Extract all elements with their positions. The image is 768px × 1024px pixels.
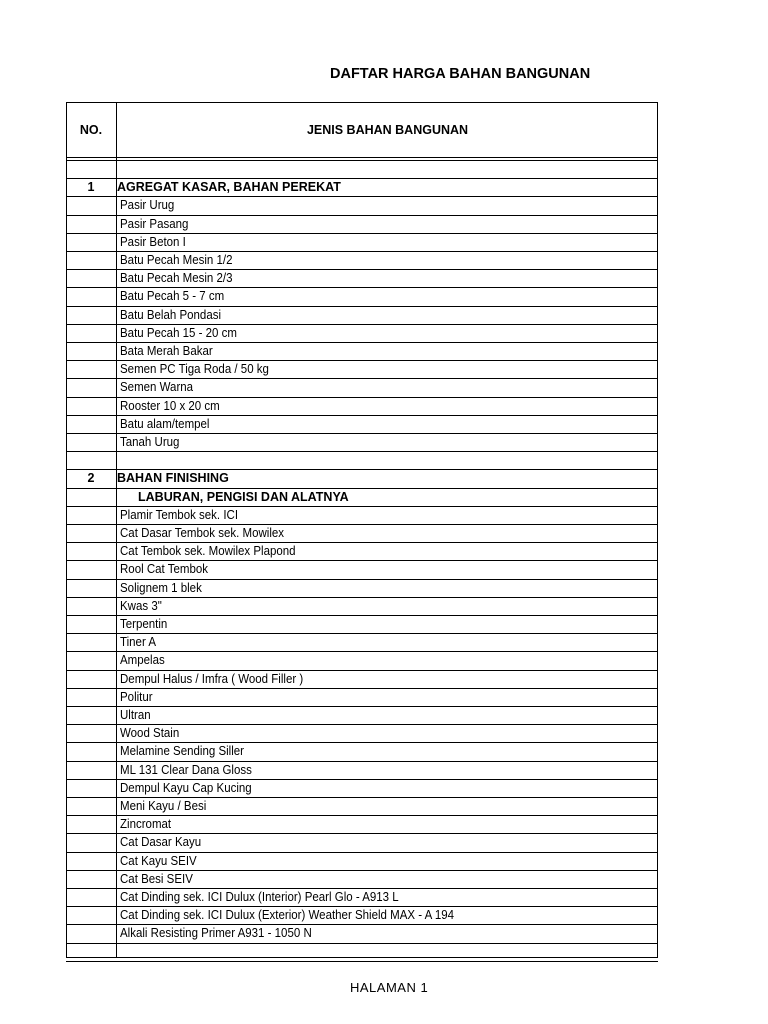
table-row bbox=[66, 397, 658, 415]
subcategory-row bbox=[66, 488, 658, 506]
material-name: Semen Warna bbox=[120, 380, 194, 395]
material-name: Dempul Kayu Cap Kucing bbox=[120, 780, 252, 795]
material-name: Politur bbox=[120, 689, 153, 704]
material-name: Pasir Urug bbox=[120, 198, 175, 213]
category-label: AGREGAT KASAR, BAHAN PEREKAT bbox=[117, 180, 341, 195]
material-name: Kwas 3" bbox=[120, 598, 162, 613]
table-row bbox=[66, 378, 658, 396]
table-row bbox=[66, 433, 658, 451]
price-table bbox=[66, 102, 658, 958]
material-name: Rooster 10 x 20 cm bbox=[120, 398, 220, 413]
material-name: Batu Pecah 15 - 20 cm bbox=[120, 325, 237, 340]
material-name: Cat Tembok sek. Mowilex Plapond bbox=[120, 544, 296, 559]
material-name: Batu alam/tempel bbox=[120, 416, 210, 431]
material-name: Cat Dasar Kayu bbox=[120, 835, 202, 850]
header-jenis: JENIS BAHAN BANGUNAN bbox=[306, 122, 469, 137]
table-row bbox=[66, 233, 658, 251]
document-title: DAFTAR HARGA BAHAN BANGUNAN bbox=[330, 66, 591, 82]
material-name: ML 131 Clear Dana Gloss bbox=[120, 762, 252, 777]
material-name: Ultran bbox=[120, 708, 151, 722]
table-row bbox=[66, 506, 658, 524]
table-row bbox=[66, 542, 658, 560]
category-row bbox=[66, 469, 658, 487]
table-row bbox=[66, 615, 658, 633]
material-name: Wood Stain bbox=[120, 726, 180, 741]
material-name: Meni Kayu / Besi bbox=[120, 799, 207, 813]
material-name: Solignem 1 blek bbox=[120, 580, 202, 595]
header-rule-1 bbox=[66, 157, 658, 158]
material-name: Bata Merah Bakar bbox=[120, 344, 213, 358]
table-row bbox=[66, 852, 658, 870]
material-name: Batu Pecah 5 - 7 cm bbox=[120, 289, 225, 304]
category-label: BAHAN FINISHING bbox=[117, 471, 229, 486]
table-row bbox=[66, 870, 658, 888]
table-row bbox=[66, 833, 658, 851]
table-row bbox=[66, 815, 658, 833]
table-row bbox=[66, 579, 658, 597]
blank-row bbox=[66, 160, 658, 178]
material-name: Batu Pecah Mesin 2/3 bbox=[120, 271, 233, 286]
material-name: Zincromat bbox=[120, 817, 172, 832]
material-name: Ampelas bbox=[120, 653, 165, 668]
table-row bbox=[66, 670, 658, 688]
category-row bbox=[66, 178, 658, 196]
table-row bbox=[66, 251, 658, 269]
material-name: Batu Pecah Mesin 1/2 bbox=[120, 253, 233, 267]
table-row bbox=[66, 888, 658, 906]
table-row bbox=[66, 560, 658, 578]
table-row bbox=[66, 524, 658, 542]
material-name: Cat Dinding sek. ICI Dulux (Exterior) Weather Shield MAX - A 194 bbox=[120, 908, 455, 923]
table-row bbox=[66, 215, 658, 233]
material-name: Pasir Pasang bbox=[120, 216, 189, 231]
table-row bbox=[66, 742, 658, 760]
table-row bbox=[66, 779, 658, 797]
material-name: Dempul Halus / Imfra ( Wood Filler ) bbox=[120, 671, 304, 686]
material-name: Plamir Tembok sek. ICI bbox=[120, 507, 239, 522]
material-name: Semen PC Tiga Roda / 50 kg bbox=[120, 362, 269, 377]
material-name: Melamine Sending Siller bbox=[120, 744, 245, 759]
page-footer: HALAMAN 1 bbox=[350, 980, 429, 995]
table-row bbox=[66, 651, 658, 669]
table-row bbox=[66, 906, 658, 924]
material-name: Tanah Urug bbox=[120, 435, 180, 449]
table-row bbox=[66, 415, 658, 433]
material-name: Cat Besi SEIV bbox=[120, 871, 193, 886]
material-name: Batu Belah Pondasi bbox=[120, 307, 222, 322]
table-row bbox=[66, 924, 658, 942]
subcategory-label: LABURAN, PENGISI DAN ALATNYA bbox=[138, 489, 349, 504]
material-name: Pasir Beton I bbox=[120, 234, 186, 249]
table-row bbox=[66, 360, 658, 378]
material-name: Terpentin bbox=[120, 617, 168, 631]
table-row bbox=[66, 196, 658, 214]
table-row bbox=[66, 597, 658, 615]
table-row bbox=[66, 287, 658, 305]
row-rule bbox=[66, 961, 658, 962]
header-no: NO. bbox=[79, 122, 103, 137]
table-row bbox=[66, 797, 658, 815]
table-row bbox=[66, 342, 658, 360]
material-name: Cat Kayu SEIV bbox=[120, 853, 197, 868]
table-row bbox=[66, 761, 658, 779]
table-row bbox=[66, 706, 658, 724]
blank-row bbox=[66, 943, 658, 961]
blank-row bbox=[66, 451, 658, 469]
material-name: Rool Cat Tembok bbox=[120, 562, 209, 577]
material-name: Tiner A bbox=[120, 635, 157, 650]
table-row bbox=[66, 724, 658, 742]
table-row bbox=[66, 324, 658, 342]
table-row bbox=[66, 633, 658, 651]
material-name: Cat Dinding sek. ICI Dulux (Interior) Pearl Glo - A913 L bbox=[120, 890, 399, 904]
row-number: 1 bbox=[87, 180, 95, 195]
row-number: 2 bbox=[87, 471, 95, 486]
material-name: Alkali Resisting Primer A931 - 1050 N bbox=[120, 926, 312, 941]
table-row bbox=[66, 306, 658, 324]
table-row bbox=[66, 688, 658, 706]
table-row bbox=[66, 269, 658, 287]
material-name: Cat Dasar Tembok sek. Mowilex bbox=[120, 526, 285, 540]
